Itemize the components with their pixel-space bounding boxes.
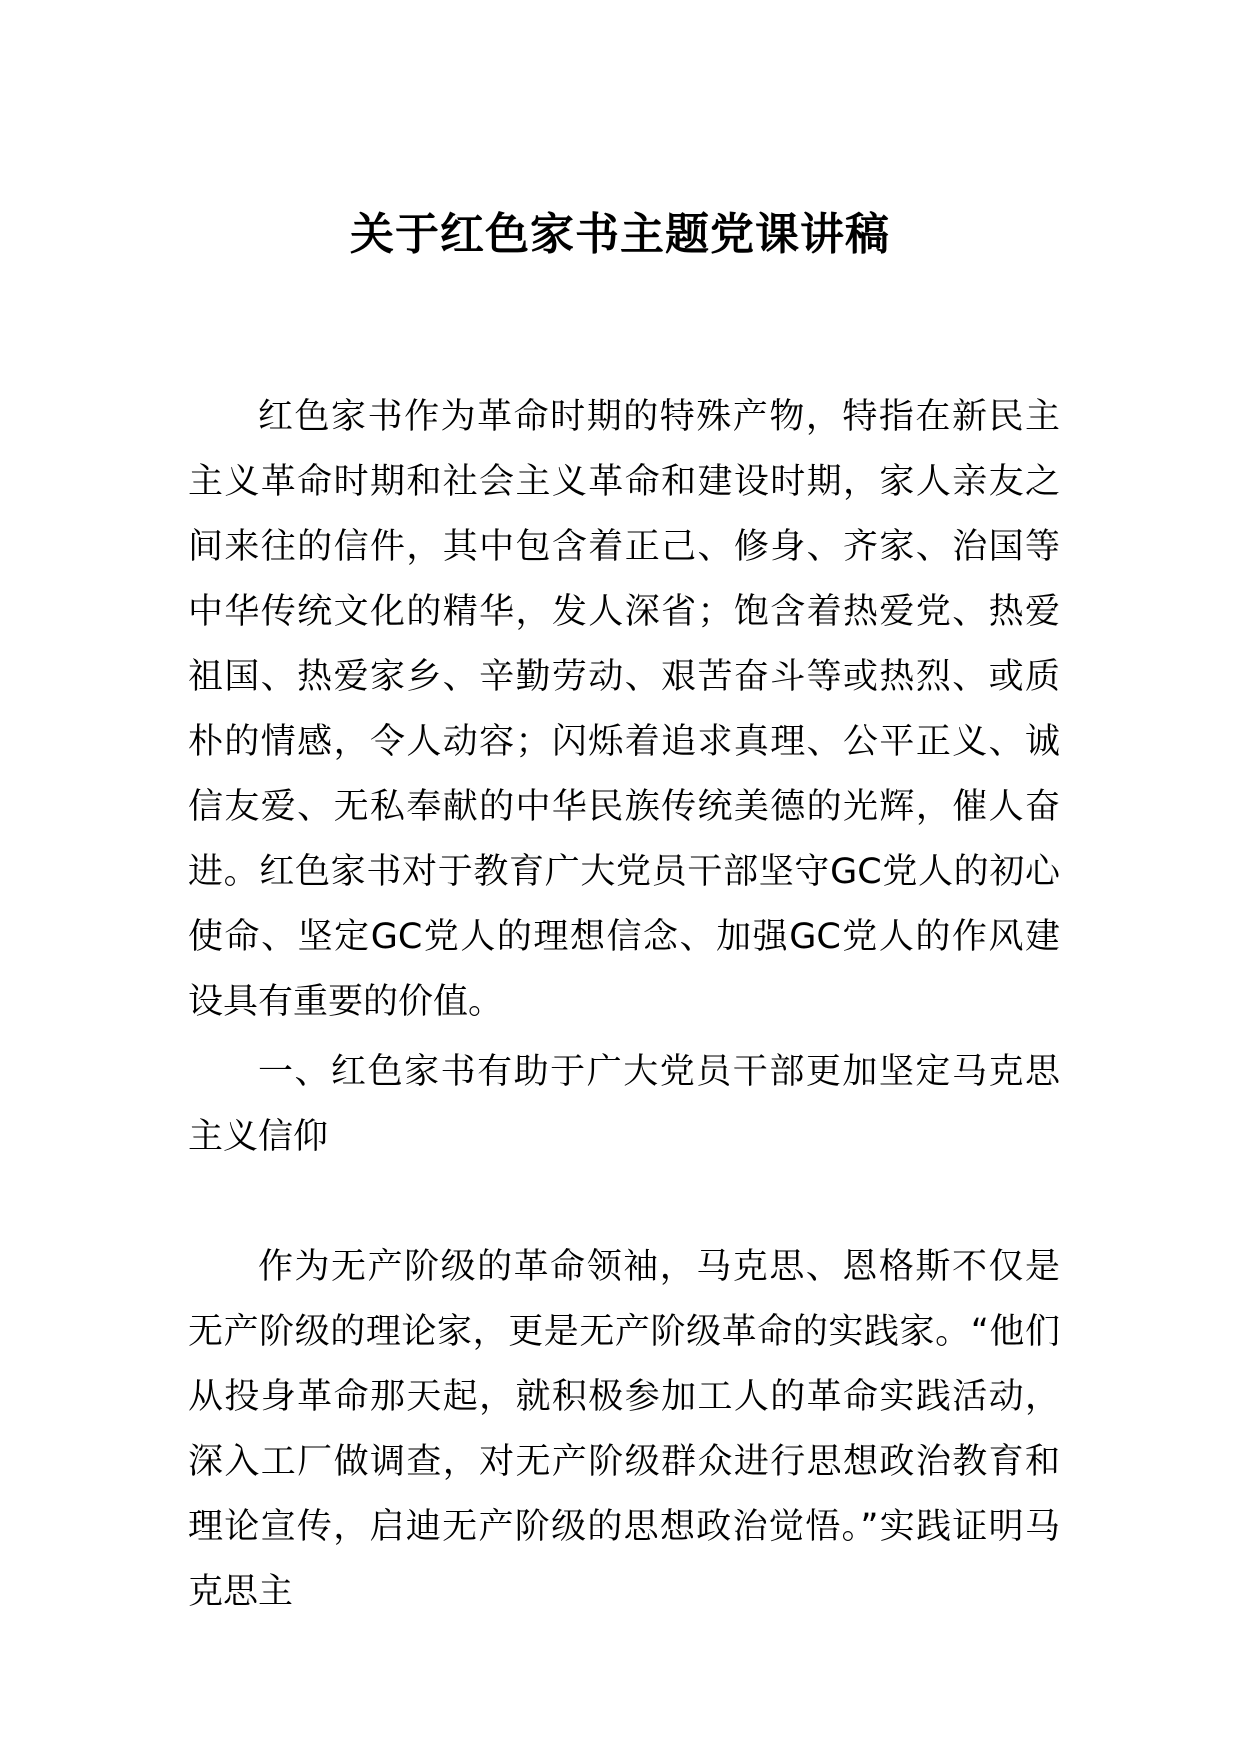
paragraph-intro: 红色家书作为革命时期的特殊产物，特指在新民主主义革命时期和社会主义革命和建设时期，家人亲友之间来往的信件，其中包含着正己、修身、齐家、治国等中华传统文化的精华，发人深省；饱含着热爱党、热爱祖国、热爱家乡、辛勤劳动、艰苦奋斗等或热烈、或质朴的情感，令人动容；闪烁着追求真理、公平正义、诚信友爱、无私奉献的中华民族传统美德的光辉，催人奋进。红色家书对于教育广大党员干部坚守GC党人的初心使命、坚定GC党人的理想信念、加强GC党人的作风建设具有重要的价值。 [188, 397, 1060, 1022]
paragraph-section-1: 作为无产阶级的革命领袖，马克思、恩格斯不仅是无产阶级的理论家，更是无产阶级革命的实践家。“他们从投身革命那天起，就积极参加工人的革命实践活动，深入工厂做调查，对无产阶级群众进行思想政治教育和理论宣传，启迪无产阶级的思想政治觉悟。”实践证明马克思主 [188, 1247, 1060, 1612]
section-heading-1: 一、红色家书有助于广大党员干部更加坚定马克思主义信仰 [188, 1052, 1060, 1157]
document-title: 关于红色家书主题党课讲稿 [350, 209, 890, 260]
